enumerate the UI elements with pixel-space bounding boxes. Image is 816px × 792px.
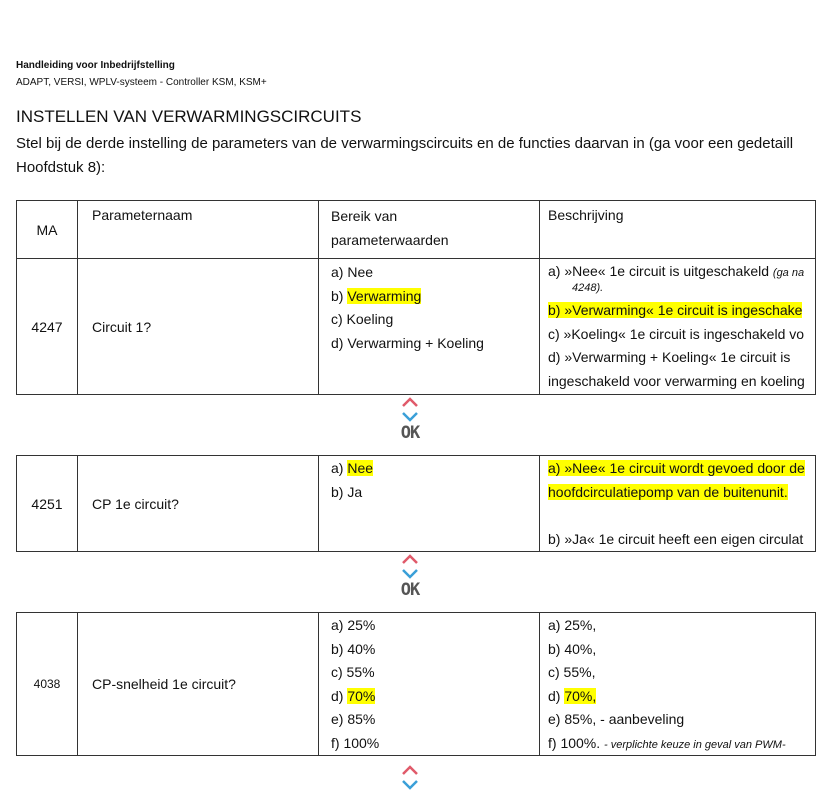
- document-header-title: Handleiding voor Inbedrijfstelling: [16, 60, 175, 71]
- desc-a: [548, 261, 815, 279]
- description: [540, 259, 816, 395]
- option-b: b) 40%: [331, 640, 376, 657]
- document-header-subtitle: ADAPT, VERSI, WPLV-systeem - Controller KSM, KSM+: [16, 77, 267, 88]
- nav-separator: [396, 396, 424, 442]
- desc-f: [548, 732, 815, 756]
- range-options: [319, 613, 540, 756]
- header-range: [319, 201, 540, 259]
- desc-spacer: [548, 504, 815, 528]
- option-a-prefix: a): [331, 264, 348, 280]
- desc-d: [548, 685, 815, 709]
- intro-line-1: Stel bij de derde instelling de parameters van de verwarmingscircuits en de functies daarvan in (ga voor een gedetaill: [16, 135, 794, 152]
- header-range-line-1: Bereik van: [331, 208, 398, 224]
- header-range-line-2: parameterwaarden: [331, 231, 449, 248]
- ma-code: 4038: [17, 613, 78, 756]
- option-a-highlighted: Nee: [347, 460, 374, 476]
- desc-b: b) »Ja« 1e circuit heeft een eigen circulat: [548, 530, 804, 547]
- desc-d-1: d) »Verwarming + Koeling« 1e circuit is: [548, 349, 791, 365]
- table-row: [17, 259, 816, 395]
- desc-a-note: (ga na: [772, 267, 805, 279]
- section-title: INSTELLEN VAN VERWARMINGSCIRCUITS: [16, 107, 362, 126]
- parameter-name: Circuit 1?: [78, 259, 319, 395]
- desc-a-2: [548, 481, 815, 505]
- up-down-chevron-icon: [400, 396, 420, 424]
- desc-c: c) 55%,: [548, 664, 596, 680]
- header-description: Beschrijving: [540, 201, 816, 259]
- parameter-table-4251: [16, 455, 816, 552]
- option-f: f) 100%: [331, 734, 380, 751]
- desc-a-1: [548, 457, 815, 481]
- range-options: [319, 259, 540, 395]
- desc-e: e) 85%, - aanbeveling: [548, 711, 685, 727]
- intro-paragraph: [16, 132, 800, 180]
- option-c: c) 55%: [331, 664, 375, 680]
- intro-line-2: Hoofdstuk 8):: [16, 159, 106, 176]
- ok-label: OK: [400, 580, 420, 600]
- range-options: [319, 456, 540, 552]
- desc-b: b) 40%,: [548, 640, 597, 657]
- description: [540, 456, 816, 552]
- option-c: c) Koeling: [331, 311, 394, 327]
- option-e: e) 85%: [331, 711, 376, 727]
- desc-d-prefix: d): [548, 687, 565, 704]
- option-d: [331, 685, 539, 709]
- ok-label: OK: [400, 423, 420, 443]
- table-row: [17, 613, 816, 756]
- parameter-name: CP 1e circuit?: [78, 456, 319, 552]
- option-a-prefix: a): [331, 460, 348, 476]
- desc-a-note-2: 4248).: [572, 282, 604, 294]
- description: [540, 613, 816, 756]
- parameter-name: CP-snelheid 1e circuit?: [78, 613, 319, 756]
- nav-separator: [396, 553, 424, 599]
- up-down-chevron-icon: [400, 764, 420, 792]
- up-down-chevron-icon: [400, 553, 420, 581]
- desc-d-2: ingeschakeld voor verwarming en koeling: [548, 372, 805, 389]
- option-a: [331, 261, 539, 285]
- table-header-row: [17, 201, 816, 259]
- desc-a: a) 25%,: [548, 617, 597, 633]
- nav-separator: [396, 764, 424, 792]
- desc-a-2-highlighted: hoofdcirculatiepomp van de buitenunit.: [548, 483, 788, 500]
- option-b: b) Ja: [331, 483, 363, 500]
- option-d-prefix: d): [331, 687, 348, 704]
- parameter-table-4038: [16, 612, 816, 756]
- table-row: [17, 456, 816, 552]
- header-parameter-name: Parameternaam: [78, 201, 319, 259]
- desc-a-text: a) »Nee« 1e circuit is uitgeschakeld: [548, 263, 773, 279]
- option-b: [331, 285, 539, 309]
- header-ma: MA: [17, 201, 78, 259]
- desc-c: c) »Koeling« 1e circuit is ingeschakeld vo: [548, 325, 805, 342]
- option-b-prefix: b): [331, 287, 348, 304]
- ma-code: 4247: [17, 259, 78, 395]
- desc-b: [548, 299, 815, 323]
- option-b-highlighted: Verwarming: [347, 287, 422, 304]
- desc-f-text: f) 100%.: [548, 734, 605, 751]
- desc-d-highlighted: 70%,: [564, 687, 597, 704]
- option-a-value: Nee: [347, 264, 374, 280]
- desc-a-1-highlighted: a) »Nee« 1e circuit wordt gevoed door de: [548, 460, 805, 476]
- parameter-table-4247: [16, 200, 816, 395]
- desc-b-highlighted: b) »Verwarming« 1e circuit is ingeschake: [548, 302, 803, 318]
- desc-f-note: - verplichte keuze in geval van PWM-: [604, 738, 786, 751]
- option-d-highlighted: 70%: [347, 687, 376, 704]
- ma-code: 4251: [17, 456, 78, 552]
- option-a: a) 25%: [331, 617, 376, 633]
- option-a: [331, 457, 539, 481]
- option-d: d) Verwarming + Koeling: [331, 334, 484, 351]
